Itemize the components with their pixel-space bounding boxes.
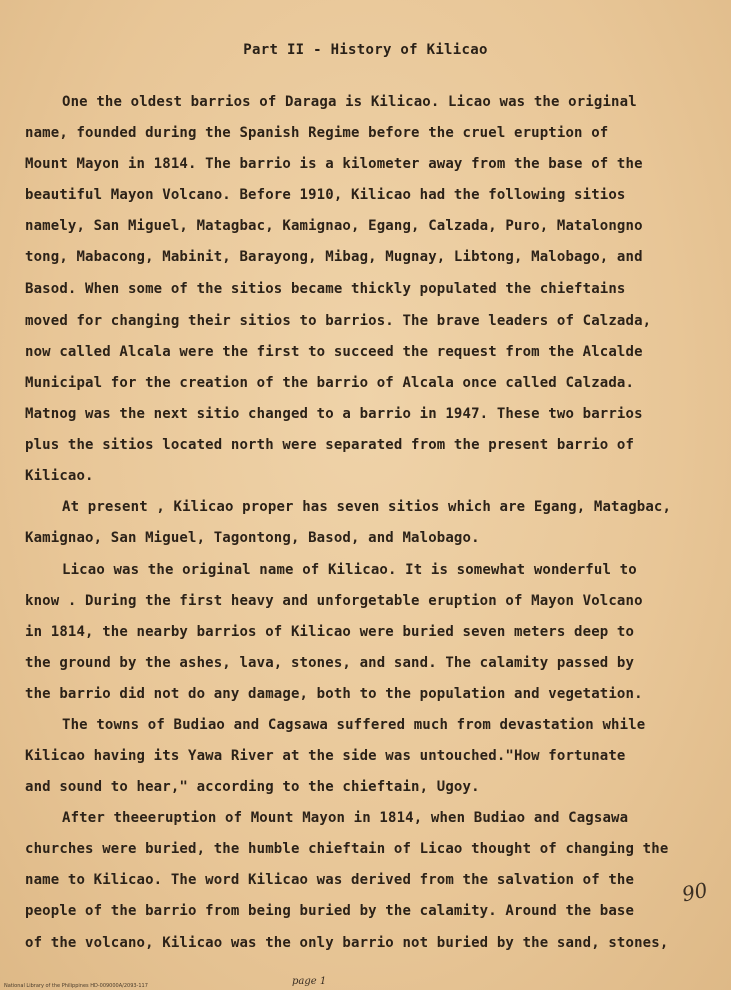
text-line: name, founded during the Spanish Regime before the cruel eruption of [25, 125, 609, 141]
archive-footer: National Library of the Philippines HD-009000A/2093-117 [4, 983, 148, 989]
text-line: Municipal for the creation of the barrio of Alcala once called Calzada. [25, 375, 635, 391]
text-line: Kilicao. [25, 468, 94, 484]
text-line: plus the sitios located north were separated from the present barrio of [25, 437, 635, 453]
text-line: of the volcano, Kilicao was the only barrio not buried by the sand, stones, [25, 935, 669, 951]
text-line: Kamignao, San Miguel, Tagontong, Basod, and Malobago. [25, 530, 480, 546]
text-line: know . During the first heavy and unforgetable eruption of Mayon Volcano [25, 593, 643, 609]
text-line: moved for changing their sitios to barrios. The brave leaders of Calzada, [25, 313, 652, 329]
text-line: in 1814, the nearby barrios of Kilicao were buried seven meters deep to [25, 624, 635, 640]
text-line: namely, San Miguel, Matagbac, Kamignao, Egang, Calzada, Puro, Matalongno [25, 218, 643, 234]
text-line: name to Kilicao. The word Kilicao was derived from the salvation of the [25, 872, 635, 888]
document-title: Part II - History of Kilicao [243, 42, 488, 58]
handwritten-page-number: 90 [679, 877, 710, 907]
text-line: After theeeruption of Mount Mayon in 1814, when Budiao and Cagsawa [62, 810, 629, 826]
text-line: and sound to hear," according to the chieftain, Ugoy. [25, 779, 480, 795]
text-line: One the oldest barrios of Daraga is Kilicao. Licao was the original [62, 94, 637, 110]
text-line: the ground by the ashes, lava, stones, and sand. The calamity passed by [25, 655, 635, 671]
text-line: the barrio did not do any damage, both to the population and vegetation. [25, 686, 643, 702]
handwritten-page-mark: page 1 [292, 976, 327, 987]
text-line: Mount Mayon in 1814. The barrio is a kilometer away from the base of the [25, 156, 643, 172]
text-line: churches were buried, the humble chieftain of Licao thought of changing the [25, 841, 669, 857]
text-line: Kilicao having its Yawa River at the side was untouched."How fortunate [25, 748, 626, 764]
text-line: tong, Mabacong, Mabinit, Barayong, Mibag, Mugnay, Libtong, Malobago, and [25, 249, 643, 265]
text-line: people of the barrio from being buried by the calamity. Around the base [25, 903, 635, 919]
text-line: Licao was the original name of Kilicao. It is somewhat wonderful to [62, 562, 637, 578]
text-line: At present , Kilicao proper has seven sitios which are Egang, Matagbac, [62, 499, 672, 515]
text-line: Basod. When some of the sitios became thickly populated the chieftains [25, 281, 626, 297]
text-line: The towns of Budiao and Cagsawa suffered much from devastation while [62, 717, 646, 733]
text-line: Matnog was the next sitio changed to a barrio in 1947. These two barrios [25, 406, 643, 422]
text-line: now called Alcala were the first to succeed the request from the Alcalde [25, 344, 643, 360]
text-line: beautiful Mayon Volcano. Before 1910, Kilicao had the following sitios [25, 187, 626, 203]
